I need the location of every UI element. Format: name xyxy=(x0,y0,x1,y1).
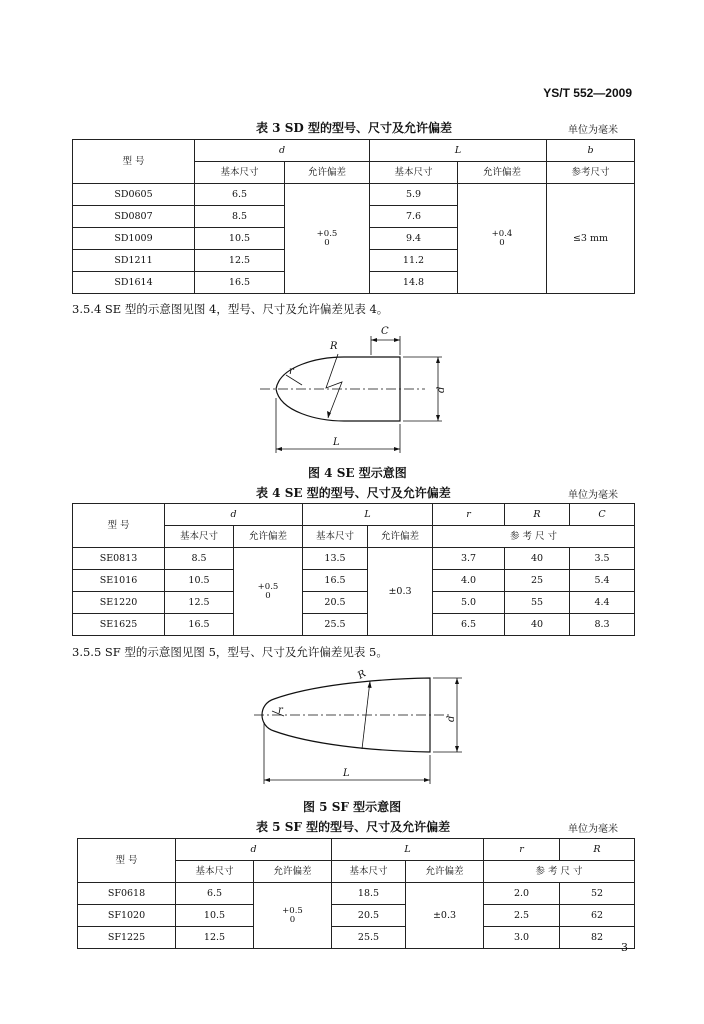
table5-header-d: d xyxy=(176,839,332,861)
C-cell: 8.3 xyxy=(570,614,635,636)
L-cell: 25.5 xyxy=(303,614,368,636)
model-cell: SF1225 xyxy=(78,927,176,949)
d-tolerance-cell: +0.5 0 xyxy=(234,548,303,636)
table4 xyxy=(72,503,635,636)
table3-sub-tol-d: 允许偏差 xyxy=(285,162,370,184)
model-cell: SD1211 xyxy=(73,250,195,272)
L-tolerance-cell: ±0.3 xyxy=(406,883,484,949)
r-cell: 4.0 xyxy=(433,570,505,592)
figure5-sf-diagram xyxy=(250,664,465,794)
R-cell: 52 xyxy=(560,883,635,905)
L-cell: 18.5 xyxy=(332,883,406,905)
d-tolerance-cell: +0.5 0 xyxy=(254,883,332,949)
model-cell: SD1009 xyxy=(73,228,195,250)
section-3-5-4: 3.5.4 SE 型的示意图见图 4，型号、尺寸及允许偏差见表 4。 xyxy=(72,302,389,316)
radius-R-leader xyxy=(326,354,342,418)
L-cell: 25.5 xyxy=(332,927,406,949)
d-cell: 8.5 xyxy=(195,206,285,228)
label-d: d xyxy=(436,386,447,393)
label-r: r xyxy=(278,705,283,716)
table5-header-R: R xyxy=(560,839,635,861)
table3-sub-ref-b: 参考尺寸 xyxy=(547,162,635,184)
model-cell: SD0807 xyxy=(73,206,195,228)
label-C: C xyxy=(381,326,389,337)
table4-caption: 表 4 SE 型的型号、尺寸及允许偏差 xyxy=(256,486,451,500)
table4-unit-label: 单位为毫米 xyxy=(568,490,618,501)
d-cell: 10.5 xyxy=(195,228,285,250)
table5-unit-label: 单位为毫米 xyxy=(568,824,618,835)
table3-header-L: L xyxy=(370,140,547,162)
R-cell: 25 xyxy=(505,570,570,592)
C-cell: 5.4 xyxy=(570,570,635,592)
L-tolerance-cell: ±0.3 xyxy=(368,548,433,636)
label-r: r xyxy=(289,366,294,377)
figure5-caption: 图 5 SF 型示意图 xyxy=(303,800,402,814)
L-cell: 14.8 xyxy=(370,272,458,294)
table3-caption: 表 3 SD 型的型号、尺寸及允许偏差 xyxy=(256,121,452,135)
table4-header-d: d xyxy=(165,504,303,526)
r-cell: 3.7 xyxy=(433,548,505,570)
table3-header-b: b xyxy=(547,140,635,162)
L-cell: 9.4 xyxy=(370,228,458,250)
model-cell: SD1614 xyxy=(73,272,195,294)
model-cell: SE1220 xyxy=(73,592,165,614)
model-cell: SF1020 xyxy=(78,905,176,927)
table4-sub-tol-L: 允许偏差 xyxy=(368,526,433,548)
table-row xyxy=(73,548,635,570)
table-row xyxy=(73,570,635,592)
d-cell: 8.5 xyxy=(165,548,234,570)
figure4-caption: 图 4 SE 型示意图 xyxy=(308,466,407,480)
table3-header-d: d xyxy=(195,140,370,162)
table3 xyxy=(72,139,635,294)
table5-header-L: L xyxy=(332,839,484,861)
table4-sub-basic-L: 基本尺寸 xyxy=(303,526,368,548)
table5-header-r: r xyxy=(484,839,560,861)
d-cell: 10.5 xyxy=(176,905,254,927)
table3-sub-tol-L: 允许偏差 xyxy=(458,162,547,184)
R-cell: 40 xyxy=(505,614,570,636)
table4-sub-basic-d: 基本尺寸 xyxy=(165,526,234,548)
table4-header-L: L xyxy=(303,504,433,526)
d-tolerance-cell: +0.5 0 xyxy=(285,184,370,294)
table3-unit-label: 单位为毫米 xyxy=(568,125,618,136)
model-cell: SF0618 xyxy=(78,883,176,905)
C-cell: 4.4 xyxy=(570,592,635,614)
label-R: R xyxy=(330,341,338,352)
table-row xyxy=(78,927,635,949)
table4-header-C: C xyxy=(570,504,635,526)
table-row xyxy=(73,184,635,206)
table5-sub-ref: 参 考 尺 寸 xyxy=(484,861,635,883)
d-cell: 12.5 xyxy=(195,250,285,272)
table5 xyxy=(77,838,635,949)
figure4-se-diagram xyxy=(260,318,450,460)
C-cell: 3.5 xyxy=(570,548,635,570)
d-cell: 12.5 xyxy=(165,592,234,614)
model-cell: SE1625 xyxy=(73,614,165,636)
table5-sub-basic-L: 基本尺寸 xyxy=(332,861,406,883)
table4-header-R: R xyxy=(505,504,570,526)
d-cell: 6.5 xyxy=(195,184,285,206)
L-cell: 16.5 xyxy=(303,570,368,592)
d-cell: 6.5 xyxy=(176,883,254,905)
d-cell: 16.5 xyxy=(195,272,285,294)
label-L: L xyxy=(343,768,350,779)
L-cell: 7.6 xyxy=(370,206,458,228)
section-3-5-5: 3.5.5 SF 型的示意图见图 5，型号、尺寸及允许偏差见表 5。 xyxy=(72,645,388,659)
table3-sub-basic-L: 基本尺寸 xyxy=(370,162,458,184)
b-reference-cell: ≤3 mm xyxy=(547,184,635,294)
R-cell: 62 xyxy=(560,905,635,927)
label-R: R xyxy=(356,668,369,682)
page-number: 3 xyxy=(621,941,628,954)
table5-sub-tol-d: 允许偏差 xyxy=(254,861,332,883)
table5-sub-tol-L: 允许偏差 xyxy=(406,861,484,883)
table3-header-model: 型 号 xyxy=(73,140,195,184)
d-cell: 10.5 xyxy=(165,570,234,592)
table-row xyxy=(73,614,635,636)
label-L: L xyxy=(333,437,340,448)
d-cell: 16.5 xyxy=(165,614,234,636)
table-row xyxy=(78,883,635,905)
r-cell: 6.5 xyxy=(433,614,505,636)
L-cell: 20.5 xyxy=(332,905,406,927)
r-cell: 3.0 xyxy=(484,927,560,949)
standard-number: YS/T 552—2009 xyxy=(543,86,632,100)
L-tolerance-cell: +0.4 0 xyxy=(458,184,547,294)
R-cell: 55 xyxy=(505,592,570,614)
table4-header-model: 型 号 xyxy=(73,504,165,548)
table5-header-model: 型 号 xyxy=(78,839,176,883)
table4-sub-ref: 参 考 尺 寸 xyxy=(433,526,635,548)
R-cell: 82 xyxy=(560,927,635,949)
table4-header-r: r xyxy=(433,504,505,526)
table3-sub-basic-d: 基本尺寸 xyxy=(195,162,285,184)
label-d: d xyxy=(446,715,457,722)
r-cell: 5.0 xyxy=(433,592,505,614)
d-cell: 12.5 xyxy=(176,927,254,949)
L-cell: 20.5 xyxy=(303,592,368,614)
L-cell: 11.2 xyxy=(370,250,458,272)
r-cell: 2.0 xyxy=(484,883,560,905)
model-cell: SE0813 xyxy=(73,548,165,570)
model-cell: SD0605 xyxy=(73,184,195,206)
R-cell: 40 xyxy=(505,548,570,570)
table-row xyxy=(73,592,635,614)
table5-sub-basic-d: 基本尺寸 xyxy=(176,861,254,883)
L-cell: 5.9 xyxy=(370,184,458,206)
L-cell: 13.5 xyxy=(303,548,368,570)
table4-sub-tol-d: 允许偏差 xyxy=(234,526,303,548)
r-cell: 2.5 xyxy=(484,905,560,927)
table5-caption: 表 5 SF 型的型号、尺寸及允许偏差 xyxy=(256,820,451,834)
model-cell: SE1016 xyxy=(73,570,165,592)
table-row xyxy=(78,905,635,927)
